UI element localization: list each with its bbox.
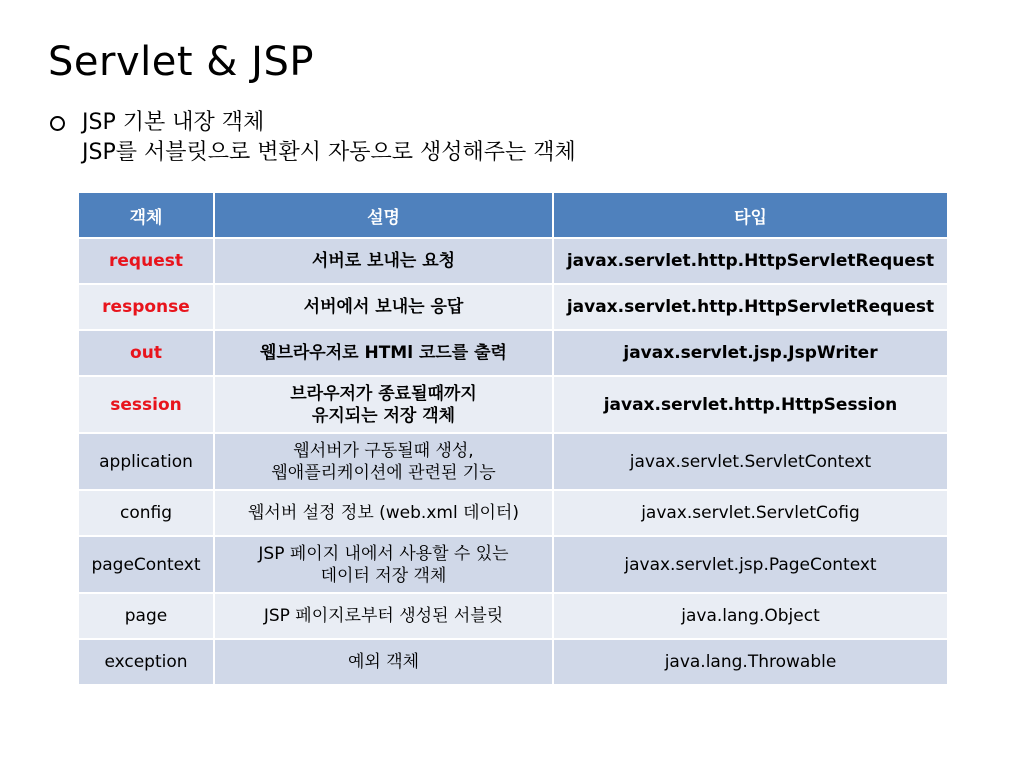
table-row xyxy=(78,490,948,536)
description-line: 웹서버 설정 정보 (web.xml 데이터) xyxy=(247,503,519,523)
cell-description xyxy=(214,639,553,685)
table-row xyxy=(78,284,948,330)
table-row xyxy=(78,376,948,433)
cell-description xyxy=(214,490,553,536)
cell-description xyxy=(214,433,553,490)
cell-object: page xyxy=(78,593,214,639)
builtin-objects-table-wrap xyxy=(77,191,949,686)
cell-object: response xyxy=(78,284,214,330)
table-row xyxy=(78,639,948,685)
header-description: 설명 xyxy=(214,192,553,238)
cell-description xyxy=(214,330,553,376)
description-line: 예외 객체 xyxy=(347,652,420,672)
description-line: 브라우저가 종료될때까지 xyxy=(290,383,477,404)
cell-type: javax.servlet.ServletCofig xyxy=(553,490,948,536)
description-line: 웹서버가 구동될때 생성, xyxy=(293,440,474,461)
table-body xyxy=(78,238,948,685)
description-line: 데이터 저장 객체 xyxy=(320,565,447,586)
bullet-line-2: JSP를 서블릿으로 변환시 자동으로 생성해주는 객체 xyxy=(82,140,576,165)
cell-description xyxy=(214,238,553,284)
cell-type: java.lang.Throwable xyxy=(553,639,948,685)
cell-type: java.lang.Object xyxy=(553,593,948,639)
description-line: 서버에서 보내는 응답 xyxy=(303,297,464,317)
description-line: JSP 페이지로부터 생성된 서블릿 xyxy=(263,606,504,626)
table-row xyxy=(78,536,948,593)
description-line: 웹애플리케이션에 관련된 기능 xyxy=(271,462,496,483)
table-row xyxy=(78,330,948,376)
description-line: 유지되는 저장 객체 xyxy=(311,405,456,426)
slide-title: Servlet & JSP xyxy=(48,39,314,85)
cell-description xyxy=(214,593,553,639)
cell-object: exception xyxy=(78,639,214,685)
bullet-text xyxy=(82,108,576,168)
header-object: 객체 xyxy=(78,192,214,238)
table-row xyxy=(78,238,948,284)
cell-type: javax.servlet.jsp.JspWriter xyxy=(553,330,948,376)
cell-type: javax.servlet.http.HttpServletRequest xyxy=(553,238,948,284)
cell-object: config xyxy=(78,490,214,536)
cell-object: out xyxy=(78,330,214,376)
hollow-circle-bullet-icon xyxy=(50,116,65,131)
header-type: 타입 xyxy=(553,192,948,238)
cell-object: request xyxy=(78,238,214,284)
table-row xyxy=(78,593,948,639)
cell-object: application xyxy=(78,433,214,490)
description-line: 서버로 보내는 요청 xyxy=(311,251,456,271)
table-row xyxy=(78,433,948,490)
cell-description xyxy=(214,376,553,433)
cell-object: session xyxy=(78,376,214,433)
bullet-line-1: JSP 기본 내장 객체 xyxy=(82,110,265,135)
builtin-objects-table xyxy=(77,191,949,686)
cell-type: javax.servlet.http.HttpServletRequest xyxy=(553,284,948,330)
description-line: 웹브라우저로 HTMl 코드를 출력 xyxy=(260,343,507,363)
cell-type: javax.servlet.jsp.PageContext xyxy=(553,536,948,593)
cell-type: javax.servlet.http.HttpSession xyxy=(553,376,948,433)
cell-type: javax.servlet.ServletContext xyxy=(553,433,948,490)
cell-description xyxy=(214,536,553,593)
table-header-row xyxy=(78,192,948,238)
cell-description xyxy=(214,284,553,330)
description-line: JSP 페이지 내에서 사용할 수 있는 xyxy=(258,543,509,564)
cell-object: pageContext xyxy=(78,536,214,593)
